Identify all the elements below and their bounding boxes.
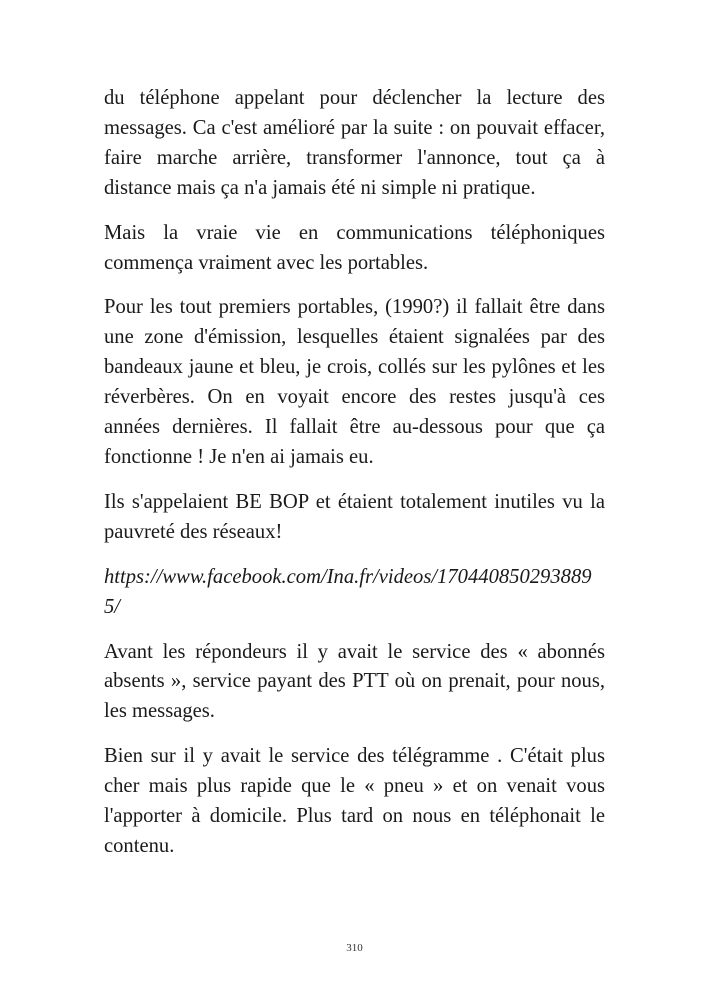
video-link[interactable]: https://www.facebook.com/Ina.fr/videos/1704408502938895/: [104, 565, 592, 618]
paragraph-real-life: Mais la vraie vie en communications téléphoniques commença vraiment avec les portables.: [104, 221, 605, 274]
paragraph-be-bop: Ils s'appelaient BE BOP et étaient totalement inutiles vu la pauvreté des réseaux!: [104, 490, 605, 543]
paragraph-telegramme: Bien sur il y avait le service des télégramme . C'était plus cher mais plus rapide que le « pneu » et on venait vous l'apporter à domicile. Plus tard on nous en téléphonait le contenu.: [104, 745, 605, 857]
paragraph-first-mobiles: Pour les tout premiers portables, (1990?) il fallait être dans une zone d'émission, lesquelles étaient signalées par des bandeaux jaune et bleu, je crois, collés sur les pylônes et les réverbères. On en voyait encore des restes jusqu'à ces années dernières. Il fallait être au-dessous pour que ça fonctionne ! Je n'en ai jamais eu.: [104, 296, 605, 468]
paragraph-abonnes-absents: Avant les répondeurs il y avait le service des « abonnés absents », service payant des PTT où on prenait, pour nous, les messages.: [104, 640, 605, 723]
page-number: 310: [346, 942, 363, 954]
page-body: [104, 84, 605, 877]
paragraph-answering-machine: du téléphone appelant pour déclencher la lecture des messages. Ca c'est amélioré par la suite : on pouvait effacer, faire marche arrière, transformer l'annonce, tout ça à distance mais ça n'a jamais été ni simple ni pratique.: [104, 87, 605, 199]
